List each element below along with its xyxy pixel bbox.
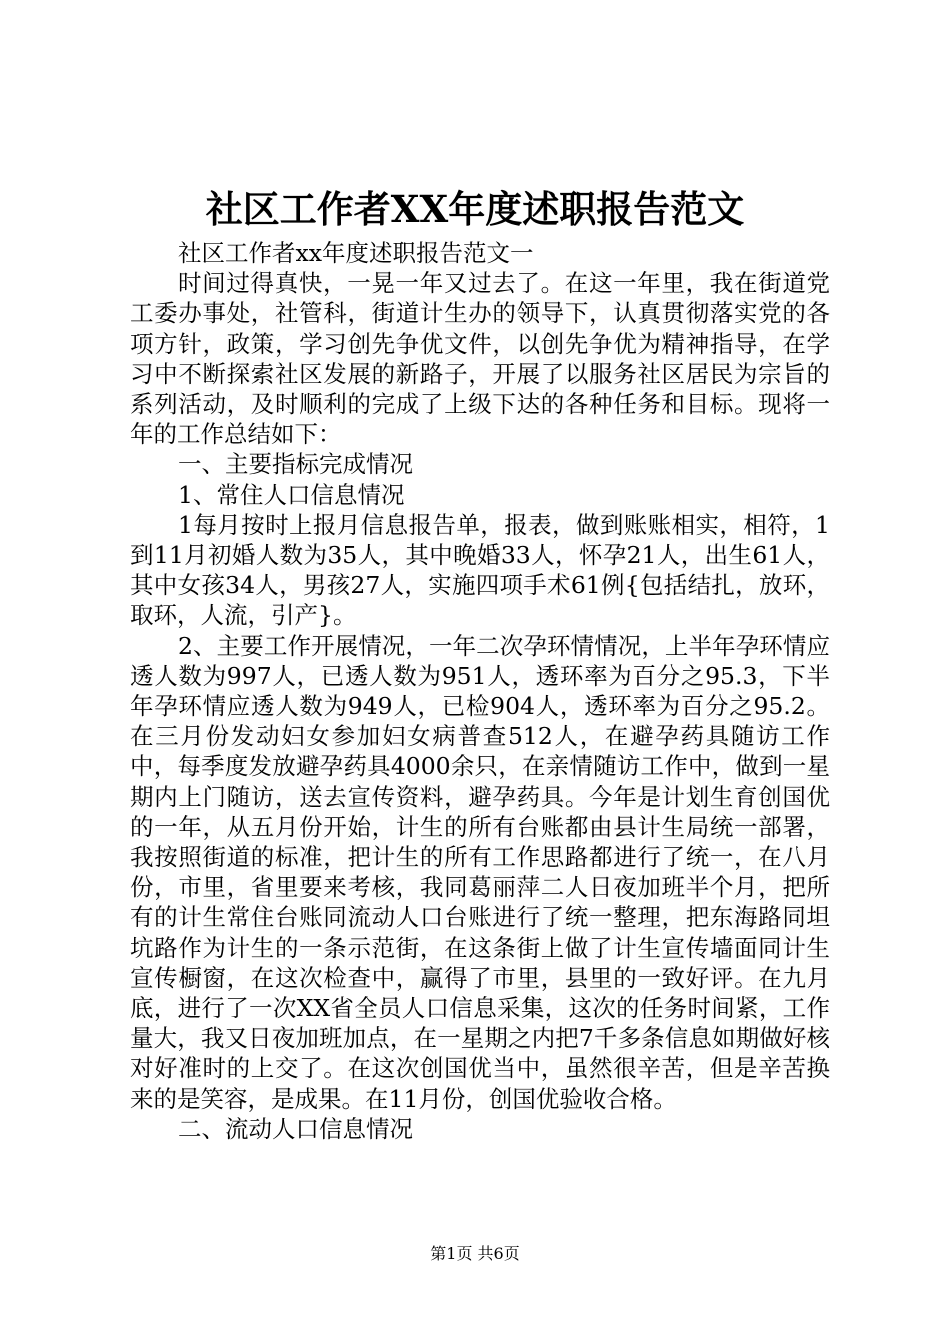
page-footer: 第1页 共6页 [430,1244,520,1263]
paragraph-monthly-report: 1每月按时上报月信息报告单，报表，做到账账相实，相符，1到11月初婚人数为35人，其中晚婚33人，怀孕21人，出生61人，其中女孩34人，男孩27人，实施四项手术61例{包括结扎，放环，取环，人流，引产}。 [130,510,830,630]
document-body [130,238,830,1144]
document-title: 社区工作者XX年度述职报告范文 [205,187,745,231]
paragraph-main-work: 2、主要工作开展情况，一年二次孕环情情况，上半年孕环情应透人数为997人，已透人数为951人，透环率为百分之95.3，下半年孕环情应透人数为949人，已检904人，透环率为百分之95.2。在三月份发动妇女参加妇女病普查512人，在避孕药具随访工作中，每季度发放避孕药具4000余只，在亲情随访工作中，做到一星期内上门随访，送去宣传资料，避孕药具。今年是计划生育创国优的一年，从五月份开始，计生的所有台账都由县计生局统一部署，我按照街道的标准，把计生的所有工作思路都进行了统一，在八月份，市里，省里要来考核，我同葛丽萍二人日夜加班半个月，把所有的计生常住台账同流动人口台账进行了统一整理，把东海路同坦坑路作为计生的一条示范街，在这条街上做了计生宣传墙面同计生宣传橱窗，在这次检查中，赢得了市里，县里的一致好评。在九月底，进行了一次XX省全员人口信息采集，这次的任务时间紧，工作量大，我又日夜加班加点，在一星期之内把7千多条信息如期做好核对好准时的上交了。在这次创国优当中，虽然很辛苦，但是辛苦换来的是笑容，是成果。在11月份，创国优验收合格。 [130,631,830,1113]
section-heading-floating-population: 二、流动人口信息情况 [178,1114,413,1143]
paragraph-intro: 时间过得真快，一晃一年又过去了。在这一年里，我在街道党工委办事处，社管科，街道计生办的领导下，认真贯彻落实党的各项方针，政策，学习创先争优文件，以创先争优为精神指导，在学习中不断探索社区发展的新路子，开展了以服务社区居民为宗旨的系列活动，及时顺利的完成了上级下达的各种任务和目标。现将一年的工作总结如下： [130,269,830,449]
subsection-heading-resident-population: 1、常住人口信息情况 [178,480,405,509]
section-heading-main-indicators: 一、主要指标完成情况 [178,450,413,479]
paragraph-subtitle: 社区工作者xx年度述职报告范文一 [178,239,534,267]
